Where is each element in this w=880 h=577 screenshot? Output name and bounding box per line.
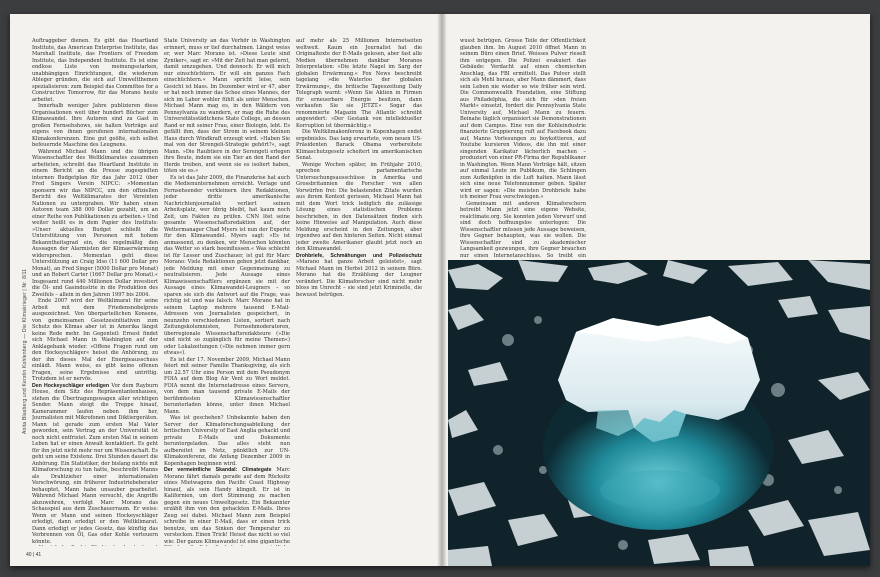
paragraph <box>164 467 290 546</box>
page-gutter <box>437 14 447 566</box>
paragraph <box>164 357 290 416</box>
paragraph <box>460 38 586 201</box>
paragraph-text: Innerhalb weniger Jahre publizieren diese Organisationen weit über hundert Bücher zum Klimawandel. Ihre Autoren sind zu Gast in großen Fernsehshows, sie halten Vorträge auf eigens von ihnen gerufenen internationalen Klimakonferenzen. Eine gut geölte, sich selbst befeuernde Maschine des Leugnens. <box>32 103 158 148</box>
paragraph <box>32 298 158 383</box>
paragraph <box>164 38 290 175</box>
paragraph <box>32 103 158 149</box>
text-column-1 <box>32 38 158 546</box>
subheading: Drohbriefe, Schmähungen und Polizeischutz <box>296 252 422 259</box>
running-head: Anita Blasberg und Kerstin Kohlenberg — Die Klimakrieger | Nr. 8/11 <box>22 268 28 434</box>
paragraph-text: Es ist der 17. November 2009, Michael Mann feiert mit seiner Familie Thanksgiving, als sich um 22.57 Uhr eine Person mit dem Pseudonym FOIA auf dem Blog Air Vent zu Wort meldet. FOIA nennt die Internetadresse eines Servers, von dem man tausend private E-Mails der berühmtesten Klimawissenschaftler herunterladen könne, unter ihnen Michael Mann. <box>164 356 290 415</box>
paragraph <box>460 201 586 259</box>
paragraph <box>32 38 158 103</box>
paragraph-text: »Marano hat ganze Arbeit geleistet«, sagt Michael Mann im Herbst 2012 in seinem Büro. Morano hat die Erzählung der Leugner verändert. Die Klimaforscher sind nicht mehr bloss im Unrecht – sie sind jetzt Kriminelle, die bewusst betrügen. <box>296 259 422 298</box>
paragraph-text: Die Weltklimakonferenz in Kopenhagen endet ergebnislos. Das lang erwartete, vom neuen US-Präsidenten Barack Obama vorbereitete Klimaschutzgesetz scheitert im amerikanischen Senat. <box>296 129 422 161</box>
magazine-spread <box>10 14 870 566</box>
paragraph-text: Es ist das Jahr 2009, die Finanzkrise hat auch die Medienunternehmen erreicht. Verlage und Fernsehsender verkleinern ihre Redaktionen, jeder dritte amerikanische Nachrichtenjournalist verliert seinen Arbeitsplatz, wer übrig bleibt, hat kaum noch Zeit, um Fakten zu prüfen. CNN löst seine gesamte Wissenschaftsredaktion auf, der Wettermanager Chad Myers ist nun der Experte für den Klimawandel. Myers sagt: »Es ist anmassend, zu denken, wir Menschen könnten das Wetter so stark beeinflussen.« Was schlecht ist für Lesser und Zuschauer, ist gut für Marc Morano: Viele Redaktionen geben jetzt dankbar, jede Meldung mit einer Gegenmeinung zu neutralisieren. Jede Aussage eines Klimawissenschaftlers ergänzen sie mit der Aussage eines Klimawandel-Leugners – so sparen sie sich die Antwort auf die Frage, was richtig ist und was falsch. Marc Morano hat in seinem Laptop mehrere tausend E-Mail-Adressen von Journalisten gespeichert, in neunzehn verschiedenen Listen, sortiert nach Zeitungskolumnisten, Fernsehmoderatoren, überregionale Wissenschaftsredakteure (»Die sind nicht so zugänglich für meine Themen«) oder Lokalzeitungen (»Die nehmen immer gern etwas«). <box>164 174 290 356</box>
paragraph-text: Was ist geschehen? Unbekannte haben den Server der Klimaforschungsabteilung der britischen University of East Anglia gehackt und private E-Mails und Dokumente heruntergeladen. Das alles steht nun aufbereitet im Netz, pünktlich zur UN-Klimakonferenz, die Anfang Dezember 2009 in Kopenhagen beginnen wird. <box>164 415 290 467</box>
paragraph <box>164 415 290 467</box>
text-column-4 <box>460 38 586 258</box>
paragraph <box>32 149 158 299</box>
subheading: Der vermeintliche Skandal: Climategate <box>164 467 272 473</box>
paragraph <box>296 38 422 129</box>
paragraph-text: wusst betrügen. Grosse Teile der Öffentlichkeit glauben ihm. Im August 2010 öffnet Mann in seinem Büro einen Brief. Weisses Pulver rieselt ihm entgegen. Die Polizei evakuiert das Gebäude: Verdacht auf einen chemischen Anschlag, das FBI ermittelt. Das Pulver stellt sich als Mehl heraus, aber Mann dämmert, dass sein Leben nie wieder so wie früher sein wird. Die Commonwealth Foundation, eine Stiftung aus Philadelphia, die sich für »den freien Markt« einsetzt, fordert die Pennsylvania State University auf, Michael Mann zu feuern. Beinahe täglich organisiert sie Demonstrationen auf dem Campus. Eine von der Kohleindustrie finanzierte Gruppierung ruft auf Facebook dazu auf, Manns Vorlesungen zu boykottieren, auf Youtube kursieren Videos, die ihn mit einer singenden Karikatur lächerlich machen – produziert von einer PR-Firma der Republikaner in Washington. Wenn Mann Vorträge hält, sitzen auf einmal Leute im Publikum, die Schlingen zum Aufknüpfen in die Luft halten. Mann lässt sich eine neue Telefonnummer geben. Später wird er sagen: »Die meisten Drohbriefe habe ich meiner Frau verschwiegen.« <box>460 38 586 200</box>
paragraph <box>296 129 422 162</box>
paragraph-text: Wenige Wochen später, im Frühjahr 2010, sprechen parlamentarische Untersuchungsausschüsse in Amerika und Grossbritannien die Forscher von allen Vorwürfen frei: Die belastenden Zitate wurden aus ihrem Kontext gerissen, Michael Mann hat mit dem Wort trick lediglich die zulässige Lösung eines statistischen Problems beschrieben, in den Datensätzen finden sich keine Hinweise auf Manipulation. Auch diese Meldung erscheint in den Zeitungen, aber irgendwo auf den hinteren Seiten. Nicht einmal jeder zweite Amerikaner glaubt jetzt noch an den Klimawandel. <box>296 161 422 252</box>
subheading: Den Hockeyschläger erledigen <box>32 382 109 389</box>
paragraph <box>296 162 422 253</box>
paragraph-text: Auftraggeber dienen. Es gibt das Heartland Institute, das American Enterprise Institute, das Marshall Institute, das Frontiers of Freedom Institute, das Independent Institute. Es ist eine endlose Liste von meinungsstarken, unabhängigen Einrichtungen, die wiederum Ableger gründen, die sich auf Umweltthemen spezialisieren: zum Beispiel das Committee for a Constructive Tomorrow, für das Morano heute arbeitet. <box>32 38 158 103</box>
paragraph <box>32 545 158 546</box>
paragraph-text: Ende 2007 wird der Weltklimarat für seine Arbeit mit dem Friedensnobelpreis ausgezeichnet. Von überparteilichen Konsens, von gemeinsamen Gesetzesinitiativen zum Schutz des Klimas aber ist in Amerika längst keine Rede mehr. Im Gegenteil: Ernest findet sich Michael Mann in Washington auf der Anklagebank wieder. »Offene Fragen rund um den Hockeyschläger« heisst die Anhörung, zu der ihn dieses Mal der Energieausschuss einlädt. Mann weiss, es gibt keine offenen Fragen, seine Ergebnisse sind untrittig. Trotzdem ist er nervös. <box>32 298 158 382</box>
paragraph-text: auf mehr als 25 Millionen Internetseiten weltweit. Kaum ein Journalist hat die Originaltexte der E-Mails gelesen, aber fast alle Medien übernehmen dankbar Moranos Interpretation: »Die letzte Nagel im Sarg der globalen Erwärmung.« Fox News beschreibt tagelang »die Waterloo der globalen Erwärmung«, die britische Tageszeitung Daily Telegraph warnt: »Wenn Sie Aktien in Firmen für erneuerbare Energie besitzen, dann verkaufen Sie sie JETZT.« Sogar das renommierte Magazin The Atlantic schreibt angewidert: »Der Gestank von intellektueller Korruption ist übermächtig.« <box>296 38 422 129</box>
paragraph-text: Während Michael Mann und die übrigen Wissenschaftler des Weltklimarates zusammen arbeiteten, schreibt das Heartland Institute in einem Bericht an die Presse zugespielten internen Budgetplan für das Jahr 2012 über Fred Singers Verein NIPCC: »Momentan sponsern wir das NIPCC, um den offiziellen Bericht des Weltklimarates der Vereinten Nationen zu untergraben. Wir haben einen Autoren team 388 000 Dollar gezahlt, um an einer Reihe von Publikationen zu arbeiten.« Und weiter heißt es in dem Papier des Instituts: »Unser aktuelles Budget schließt die Unterstützung von Personen mit hohem Bekanntheitsgrad ein, die regelmäßig den Aussagen der Alarmisten der Klimaerwärmung widersprechen. Momentan geht diese Unterstützung an Craig Idso (11 600 Dollar pro Monat), an Fred Singer (5000 Dollar pro Monat) und an Robert Carter (1667 Dollar pro Monat).« Insgesamt rund 440 Millionen Dollar investiert die Öl- und Gasindustrie in die Produktion des Zweifels – allein in den Jahren 1997 bis 2004. <box>32 148 158 298</box>
text-column-5 <box>592 38 718 258</box>
paragraph-text: Vor dem Rayburn House, dem Sitz des Repräsentantenhauses, stehen die Übertragungswagen aller wichtigen Sender. Mann steigt die Treppe hinauf, Kamerammer laufen neben ihm her, Journalisten mit Mikrofonen und Diktiergeräten. Mann ist gerade zum ersten Mal Vater geworden, sein Vertrag an der Universität ist noch nicht entfristet. Zum ersten Mal in seinem Leben hat er einen Anwalt kontaktiert. Es geht für ihn jetzt nicht mehr nur um Wissenschaft. Es geht um seine Existenz. Drei Stunden dauert die Anhörung. Ein Statistiker, der bislang nichts mit Klimaforschung zu tun hatte, beschreibt Manns als Drahtzieher einer internationalen Verschwörung, ein früherer Industriebeberater behauptet, Mann habe unsauber gearbeitet. Während Michael Mann versucht, die Angriffe abzuwehren, verfolgt Marc Morano das Schauspiel aus dem Zuschauerraum. Er weiss: Wenn er Mann und seinen Hockeyschläger erledigt, dann erledigt er den Weltklimarat. Dann erledigt er jedes Gesetz, das künftig das Verbrennen von Öl, Gas oder Kohle verteuern könnte. <box>32 382 158 545</box>
page-folio: 40 | 41 <box>26 552 42 558</box>
text-column-3 <box>296 38 422 546</box>
iceberg-photo <box>448 260 870 566</box>
paragraph-text <box>32 545 158 546</box>
paragraph-text: Marc Morano fährt damals gerade auf dem Rücksitz eines Mietwagens den Pacific Coast Highway hinauf, als sein Handy klingelt. Er ist in Kalifornien, um dort Stimmung zu machen gegen ein neues Umweltgesetz. Ein Bekannter erzählt ihm von den gehackten E-Mails. Ihres Zeug sei dabei. Michael Mann zum Beispiel schreibe in einer E-Mail, dass er einen trick benutze, um das Sinken der Temperatur zu verstecken. Einen Trick! Heisst das nicht so viel wie: Der ganze Klimawandel ist eine gigantische <box>164 467 290 545</box>
text-column-2 <box>164 38 290 546</box>
paragraph <box>296 253 422 299</box>
paragraph-text: State University an das Verhör in Washington erinnert, muss er tief durchatmen. Längst weiss er, wer Marc Morano ist. »Diese Leute sind Zyniker«, sagt er. »Mit der Zeit hat man gelernt, damit umzugehen. Und dennoch: Er will mich nur einschüchtern. Er will ein ganzes Fach einschüchtern.« Mann spricht leise, sein Gesicht ist blass. Im Dezember wird er 47, aber er hat noch immer das Schee eines Mannes, der sich im Labor wohler fühlt als unter Menschen. Michael Mann mag es, in den Wäldern von Pennsylvania zu wandern, er mag die Ruhe des Universitätsstädtchens State College, an dessen Rand er mit seiner Frau, einer Biologin, lebt. Es gefällt ihm, dass der Strom in seinem kleinen Haus durch Windkraft erzeugt wird. »Haben Sie mal von der Strengeli-Strategie gehört?«, sagt Mann. »Die Raubtiere in der Serengeti erlegen ihre Beute, indem sie ein Tier an den Rand der Herde treiben, und wenn sie es isoliert haben, töten sie es.« <box>164 38 290 174</box>
paragraph <box>164 175 290 357</box>
paragraph <box>32 383 158 546</box>
paragraph-text: Gemeinsam mit anderen Klimaforschern betreibt Mann jetzt eine eigene Website, realclimate.org. Sie konnten jeden Vorwurf und sind doch hoffnungslos unterlegen: Die Wissenschaftler müssen jede Aussage beweisen, ihre Gegner behaupten, was sie wollen. Die Wissenschaftler sind zu akademischer Langsamkeit gezwungen, ihre Gegner brauchen nur einen Internetanschluss. So treibt ein <box>460 200 586 258</box>
text-column-6 <box>724 38 850 258</box>
iceberg-illustration <box>448 260 870 566</box>
